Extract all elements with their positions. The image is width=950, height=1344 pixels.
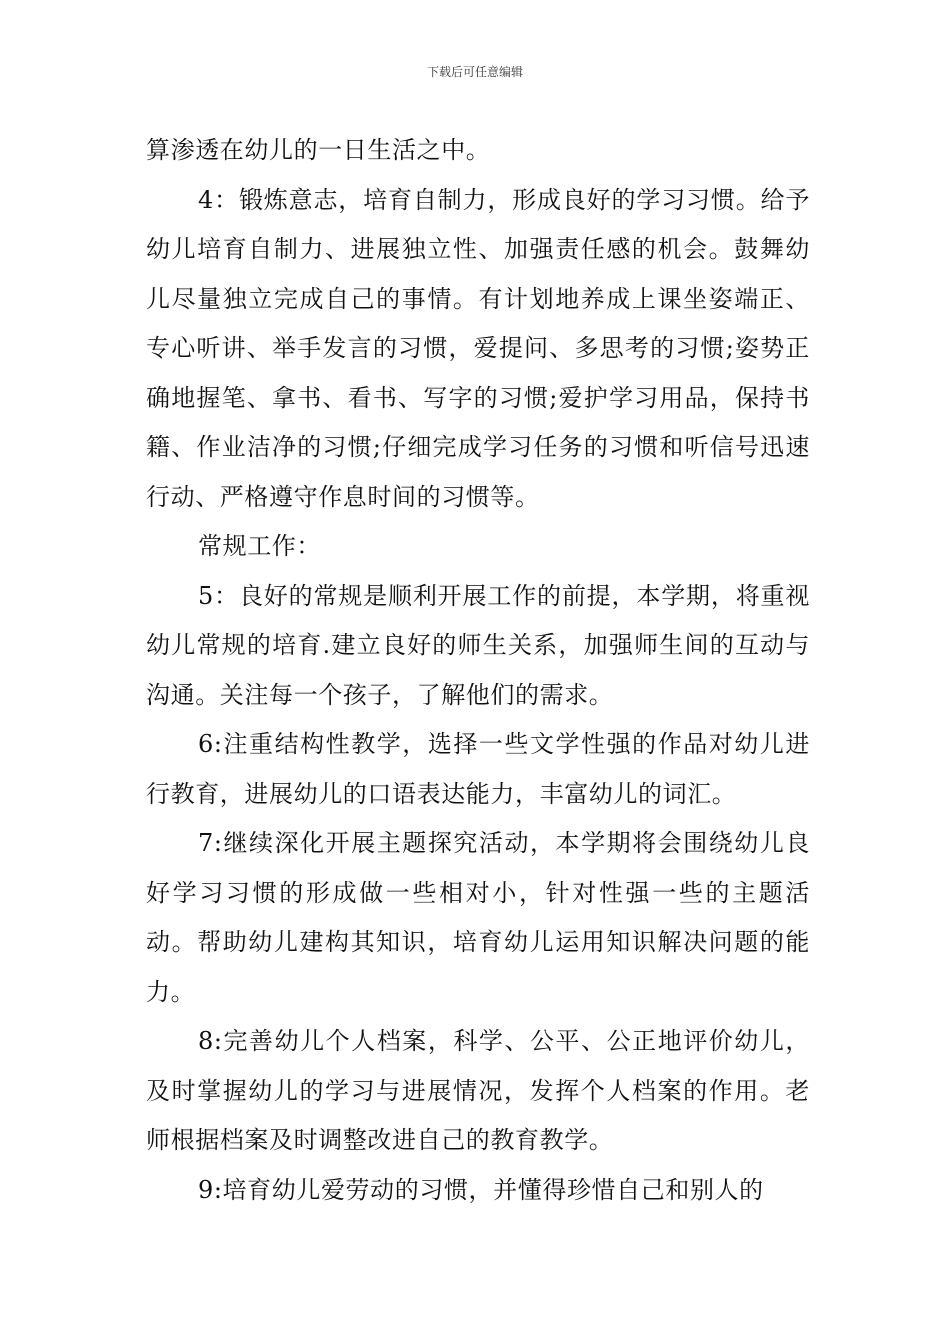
paragraph-item-9: 9:培育幼儿爱劳动的习惯，并懂得珍惜自己和别人的 — [198, 1175, 764, 1204]
paragraph-item-6: 6:注重结构性教学，选择一些文学性强的作品对幼儿进行教育，进展幼儿的口语表达能力，丰富幼儿的词汇。 — [146, 730, 810, 808]
paragraph-item-4: 4：锻炼意志，培育自制力，形成良好的学习习惯。给予幼儿培育自制力、进展独立性、加强责任感的机会。鼓舞幼儿尽量独立完成自己的事情。有计划地养成上课坐姿端正、专心听讲、举手发言的习惯，爱提问、多思考的习惯;姿势正确地握笔、拿书、看书、写字的习惯;爱护学习用品，保持书籍、作业洁净的习惯;仔细完成学习任务的习惯和听信号迅速行动、严格遵守作息时间的习惯等。 — [146, 185, 810, 511]
paragraph-item-5: 5：良好的常规是顺利开展工作的前提，本学期，将重视幼儿常规的培育.建立良好的师生关系，加强师生间的互动与沟通。关注每一个孩子，了解他们的需求。 — [146, 581, 810, 709]
page-header-watermark: 下载后可任意编辑 — [426, 65, 523, 79]
section-heading-routine-work: 常规工作： — [198, 532, 321, 560]
document-body — [146, 126, 810, 1215]
paragraph-item-8: 8:完善幼儿个人档案，科学、公平、公正地评价幼儿，及时掌握幼儿的学习与进展情况，发挥个人档案的作用。老师根据档案及时调整改进自己的教育教学。 — [146, 1027, 810, 1154]
paragraph-item-7: 7:继续深化开展主题探究活动，本学期将会围绕幼儿良好学习习惯的形成做一些相对小，针对性强一些的主题活动。帮助幼儿建构其知识，培育幼儿运用知识解决问题的能力。 — [146, 829, 810, 1006]
paragraph-continuation: 算渗透在幼儿的一日生活之中。 — [146, 136, 491, 164]
